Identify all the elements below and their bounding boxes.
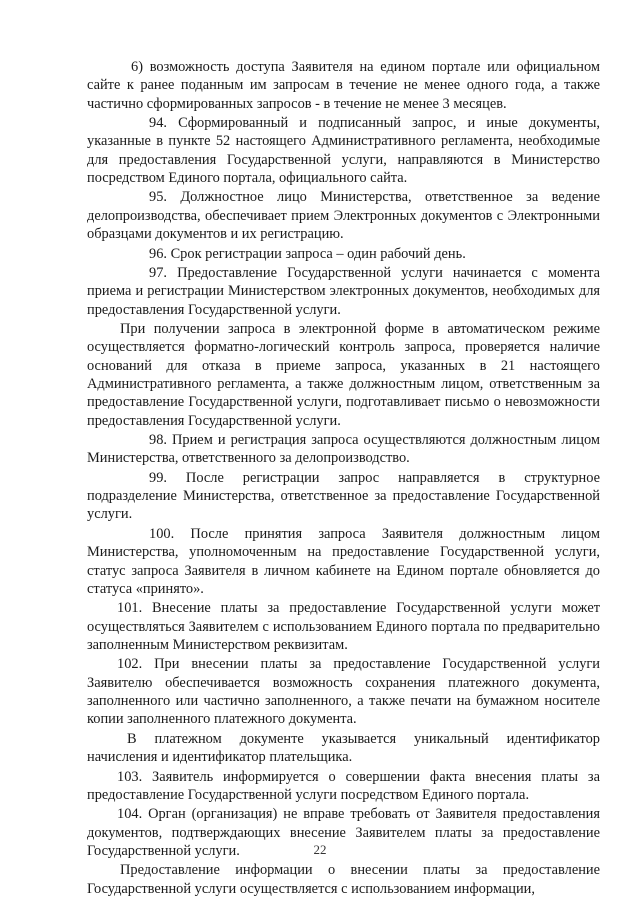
- paragraph-103: 103. Заявитель информируется о совершении факта внесения платы за предоставление Государственной услуги посредством Единого портала.: [87, 768, 600, 803]
- page-number: 22: [313, 842, 327, 857]
- body-text: [87, 58, 600, 899]
- paragraph-95: 95. Должностное лицо Министерства, ответственное за ведение делопроизводства, обеспечивает прием Электронных документов с Электронными образцами документов и их регистрацию.: [87, 189, 600, 243]
- paragraph-102: 102. При внесении платы за предоставление Государственной услуги Заявителю обеспечивается возможность сохранения платежного документа, заполненного или частично заполненного, а также печати на бумажном носителе копии заполненного платежного документа.: [87, 656, 600, 728]
- paragraph-104: 104. Орган (организация) не вправе требовать от Заявителя предоставления документов, подтверждающих внесение Заявителем платы за предоставление Государственной услуги.: [87, 806, 600, 859]
- paragraph-electronic-request: При получении запроса в электронной форме в автоматическом режиме осуществляется форматно-логический контроль запроса, проверяется наличие оснований для отказа в приеме запроса, указанных в 21 настоящего Административного регламента, а также должностным лицом, ответственным за предоставление Государственной услуги, подготавливает письмо о невозможности предоставления Государственной услуги.: [87, 321, 600, 429]
- paragraph-payment-info: Предоставление информации о внесении платы за предоставление Государственной услуги осуществляется с использованием информации,: [87, 862, 600, 897]
- paragraph-101: 101. Внесение платы за предоставление Государственной услуги может осуществляться Заявителем с использованием Единого портала по предварительно заполненным Министерством реквизитам.: [87, 600, 600, 653]
- paragraph-item-6: 6) возможность доступа Заявителя на едином портале или официальном сайте к ранее поданным им запросам в течение не менее одного года, а также частично сформированных запросов - в течение не менее 3 месяцев.: [87, 59, 600, 112]
- paragraph-99: 99. После регистрации запрос направляется в структурное подразделение Министерства, ответственное за предоставление Государственной услуги.: [87, 469, 600, 523]
- paragraph-94: 94. Сформированный и подписанный запрос, и иные документы, указанные в пункте 52 настоящего Административного регламента, необходимые для предоставления Государственной услуги, направляются в Министерство посредством Единого портала, официального сайта.: [87, 115, 600, 186]
- paragraph-98: 98. Прием и регистрация запроса осуществляются должностным лицом Министерства, ответственного за делопроизводство.: [87, 432, 600, 467]
- paragraph-payment-document: В платежном документе указывается уникальный идентификатор начисления и идентификатор плательщика.: [87, 730, 600, 766]
- paragraph-96: 96. Срок регистрации запроса – один рабочий день.: [149, 245, 466, 262]
- paragraph-97: 97. Предоставление Государственной услуги начинается с момента приема и регистрации Министерством электронных документов, необходимых для предоставления Государственной услуги.: [87, 265, 600, 318]
- paragraph-100: 100. После принятия запроса Заявителя должностным лицом Министерства, уполномоченным на предоставление Государственной услуги, статус запроса Заявителя в личном кабинете на Едином портале обновляется до статуса «принято».: [87, 525, 600, 597]
